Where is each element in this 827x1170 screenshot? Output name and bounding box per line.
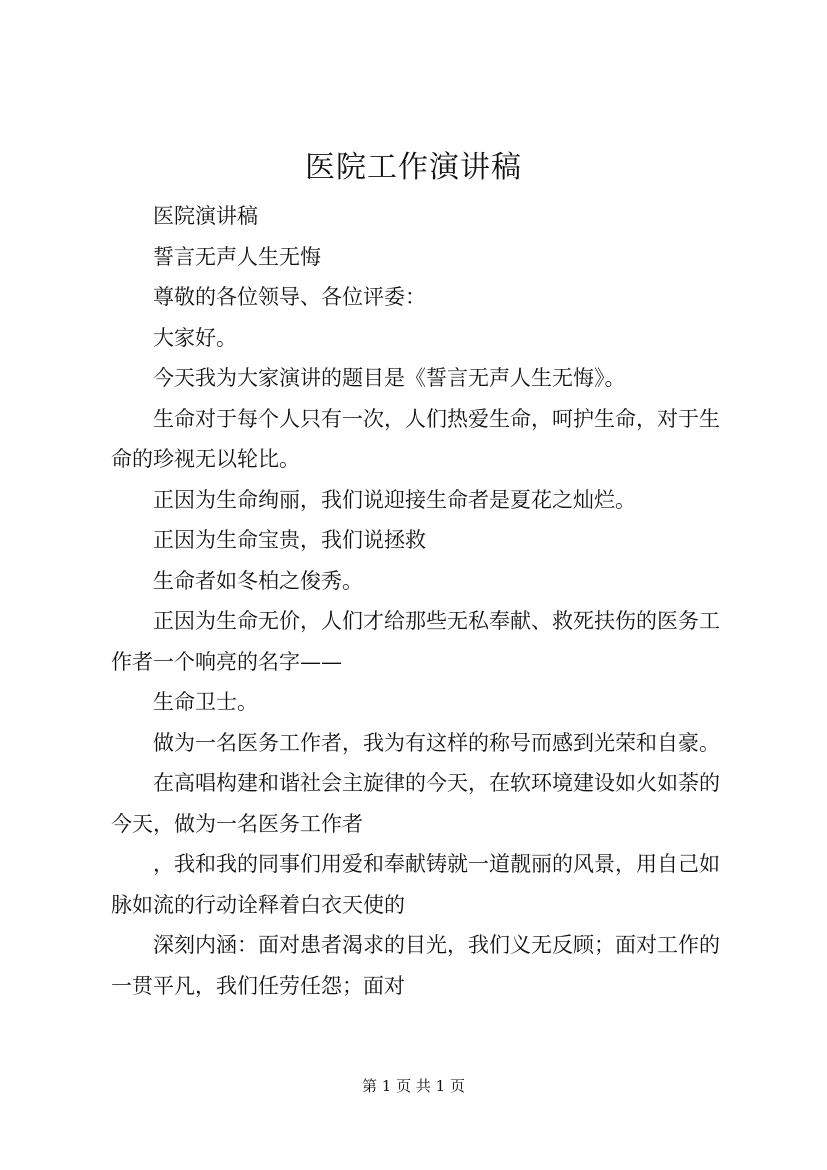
paragraph: 今天我为大家演讲的题目是《誓言无声人生无悔》。	[153, 366, 626, 390]
paragraph: 生命对于每个人只有一次，人们热爱生命，呵护生命，对于生命的珍视无以轮比。	[111, 406, 720, 471]
paragraph: ，我和我的同事们用爱和奉献铸就一道靓丽的风景，用自己如脉如流的行动诠释着白衣天使的	[111, 852, 720, 917]
paragraph: 正因为生命宝贵，我们说拯救	[153, 528, 426, 552]
document-body	[111, 196, 727, 1006]
paragraph: 生命卫士。	[153, 690, 258, 714]
paragraph: 在高唱构建和谐社会主旋律的今天，在软环境建设如火如荼的今天，做为一名医务工作者	[111, 771, 720, 836]
paragraph: 生命者如冬柏之俊秀。	[153, 568, 363, 593]
paragraph: 深刻内涵：面对患者渴求的目光，我们义无反顾；面对工作的一贯平凡，我们任劳任怨；面对	[111, 933, 720, 998]
paragraph: 医院演讲稿	[153, 204, 258, 228]
paragraph: 正因为生命无价，人们才给那些无私奉献、救死扶伤的医务工作者一个响亮的名字——	[111, 609, 720, 674]
paragraph: 尊敬的各位领导、各位评委：	[153, 285, 426, 309]
paragraph: 做为一名医务工作者，我为有这样的称号而感到光荣和自豪。	[153, 730, 720, 755]
page-number-footer: 第 1 页 共 1 页	[362, 1077, 465, 1095]
paragraph: 誓言无声人生无悔	[153, 244, 321, 269]
document-title: 医院工作演讲稿	[305, 150, 522, 185]
paragraph: 大家好。	[153, 325, 237, 350]
paragraph: 正因为生命绚丽，我们说迎接生命者是夏花之灿烂。	[153, 487, 636, 512]
